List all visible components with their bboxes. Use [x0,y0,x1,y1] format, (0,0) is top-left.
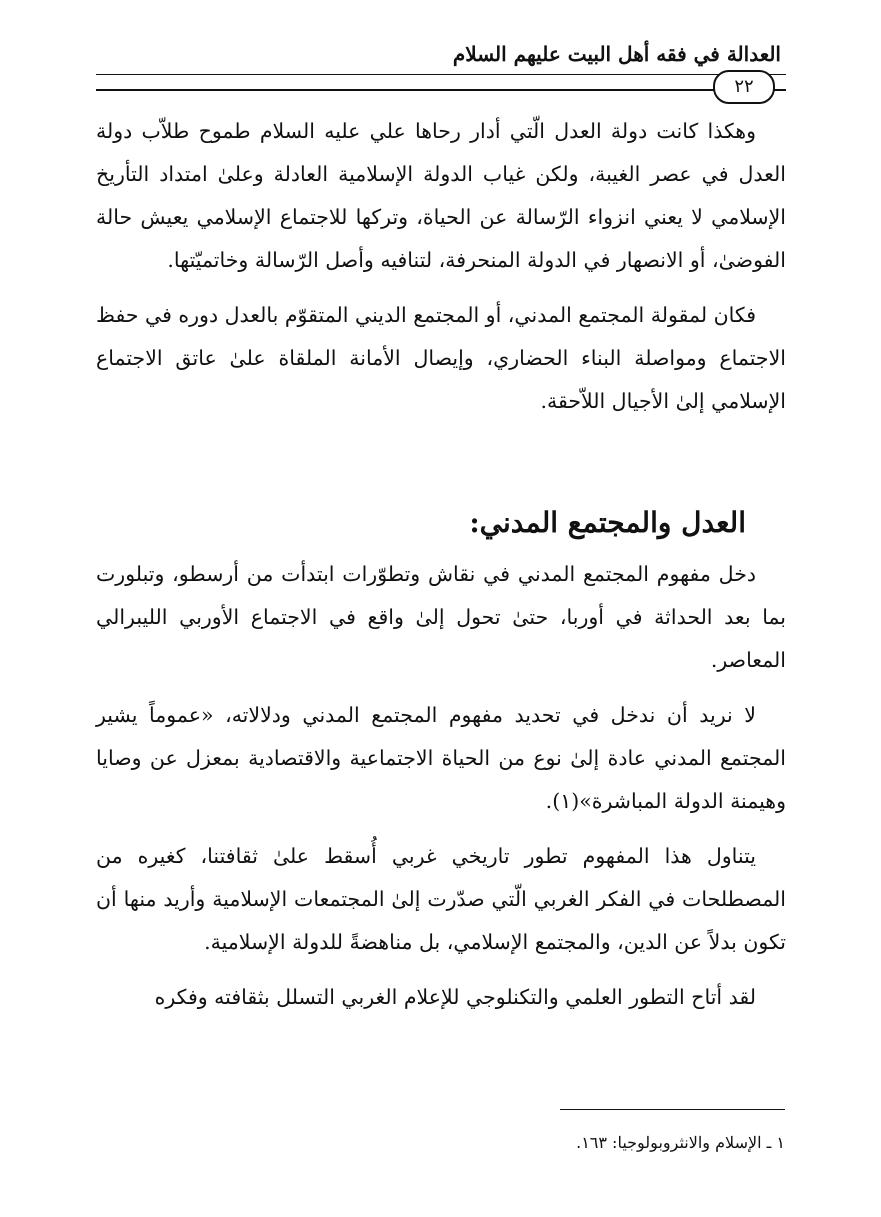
section-paragraph-1: دخل مفهوم المجتمع المدني في نقاش وتطوّرات ابتدأت من أرسطو، وتبلورت بما بعد الحداثة في أوربا، حتىٰ تحول إلىٰ واقع في الاجتماع الأوربي الليبرالي المعاصر. [96,562,786,672]
section-paragraph-2: لا نريد أن ندخل في تحديد مفهوم المجتمع المدني ودلالاته، «عموماً يشير المجتمع المدني عادة إلىٰ نوع من الحياة الاجتماعية والاقتصادية بمعزل عن وصايا وهيمنة الدولة المباشرة»(١). [96,703,786,813]
footnote: ١ ـ الإسلام والانثروبولوجيا: ١٦٣. [576,1133,785,1152]
header-thin-rule [96,74,786,75]
footnote-divider [560,1109,785,1110]
section-heading: العدل والمجتمع المدني: [469,506,746,539]
paragraph-1: وهكذا كانت دولة العدل الّتي أدار رحاها علي عليه السلام طموح طلاّب دولة العدل في عصر الغيبة، ولكن غياب الدولة الإسلامية العادلة وعلىٰ امتداد التأريخ الإسلامي لا يعني انزواء الرّسالة عن الحياة، وتركها للاجتماع الإسلامي يعيش حالة الفوضىٰ، أو الانصهار في الدولة المنحرفة، لتنافيه وأصل الرّسالة وخاتميّتها. [96,119,786,272]
paragraph-2: فكان لمقولة المجتمع المدني، أو المجتمع الديني المتقوّم بالعدل دوره في حفظ الاجتماع ومواصلة البناء الحضاري، وإيصال الأمانة الملقاة علىٰ عاتق الاجتماع الإسلامي إلىٰ الأجيال اللاّحقة. [95,303,786,413]
header-thick-rule [96,89,786,91]
section-paragraph-3: يتناول هذا المفهوم تطور تاريخي غربي أُسقط علىٰ ثقافتنا، كغيره من المصطلحات في الفكر الغربي الّتي صدّرت إلىٰ المجتمعات الإسلامية وأريد منها أن تكون بدلاً عن الدين، والمجتمع الإسلامي، بل مناهضةً للدولة الإسلامية. [96,844,786,954]
page-header-title: العدالة في فقه أهل البيت عليهم السلام [452,42,781,66]
page-number-badge: ٢٢ [713,70,775,104]
main-text [96,110,786,1031]
section-paragraph-4: لقد أتاح التطور العلمي والتكنلوجي للإعلام الغربي التسلل بثقافته وفكره [154,985,756,1009]
